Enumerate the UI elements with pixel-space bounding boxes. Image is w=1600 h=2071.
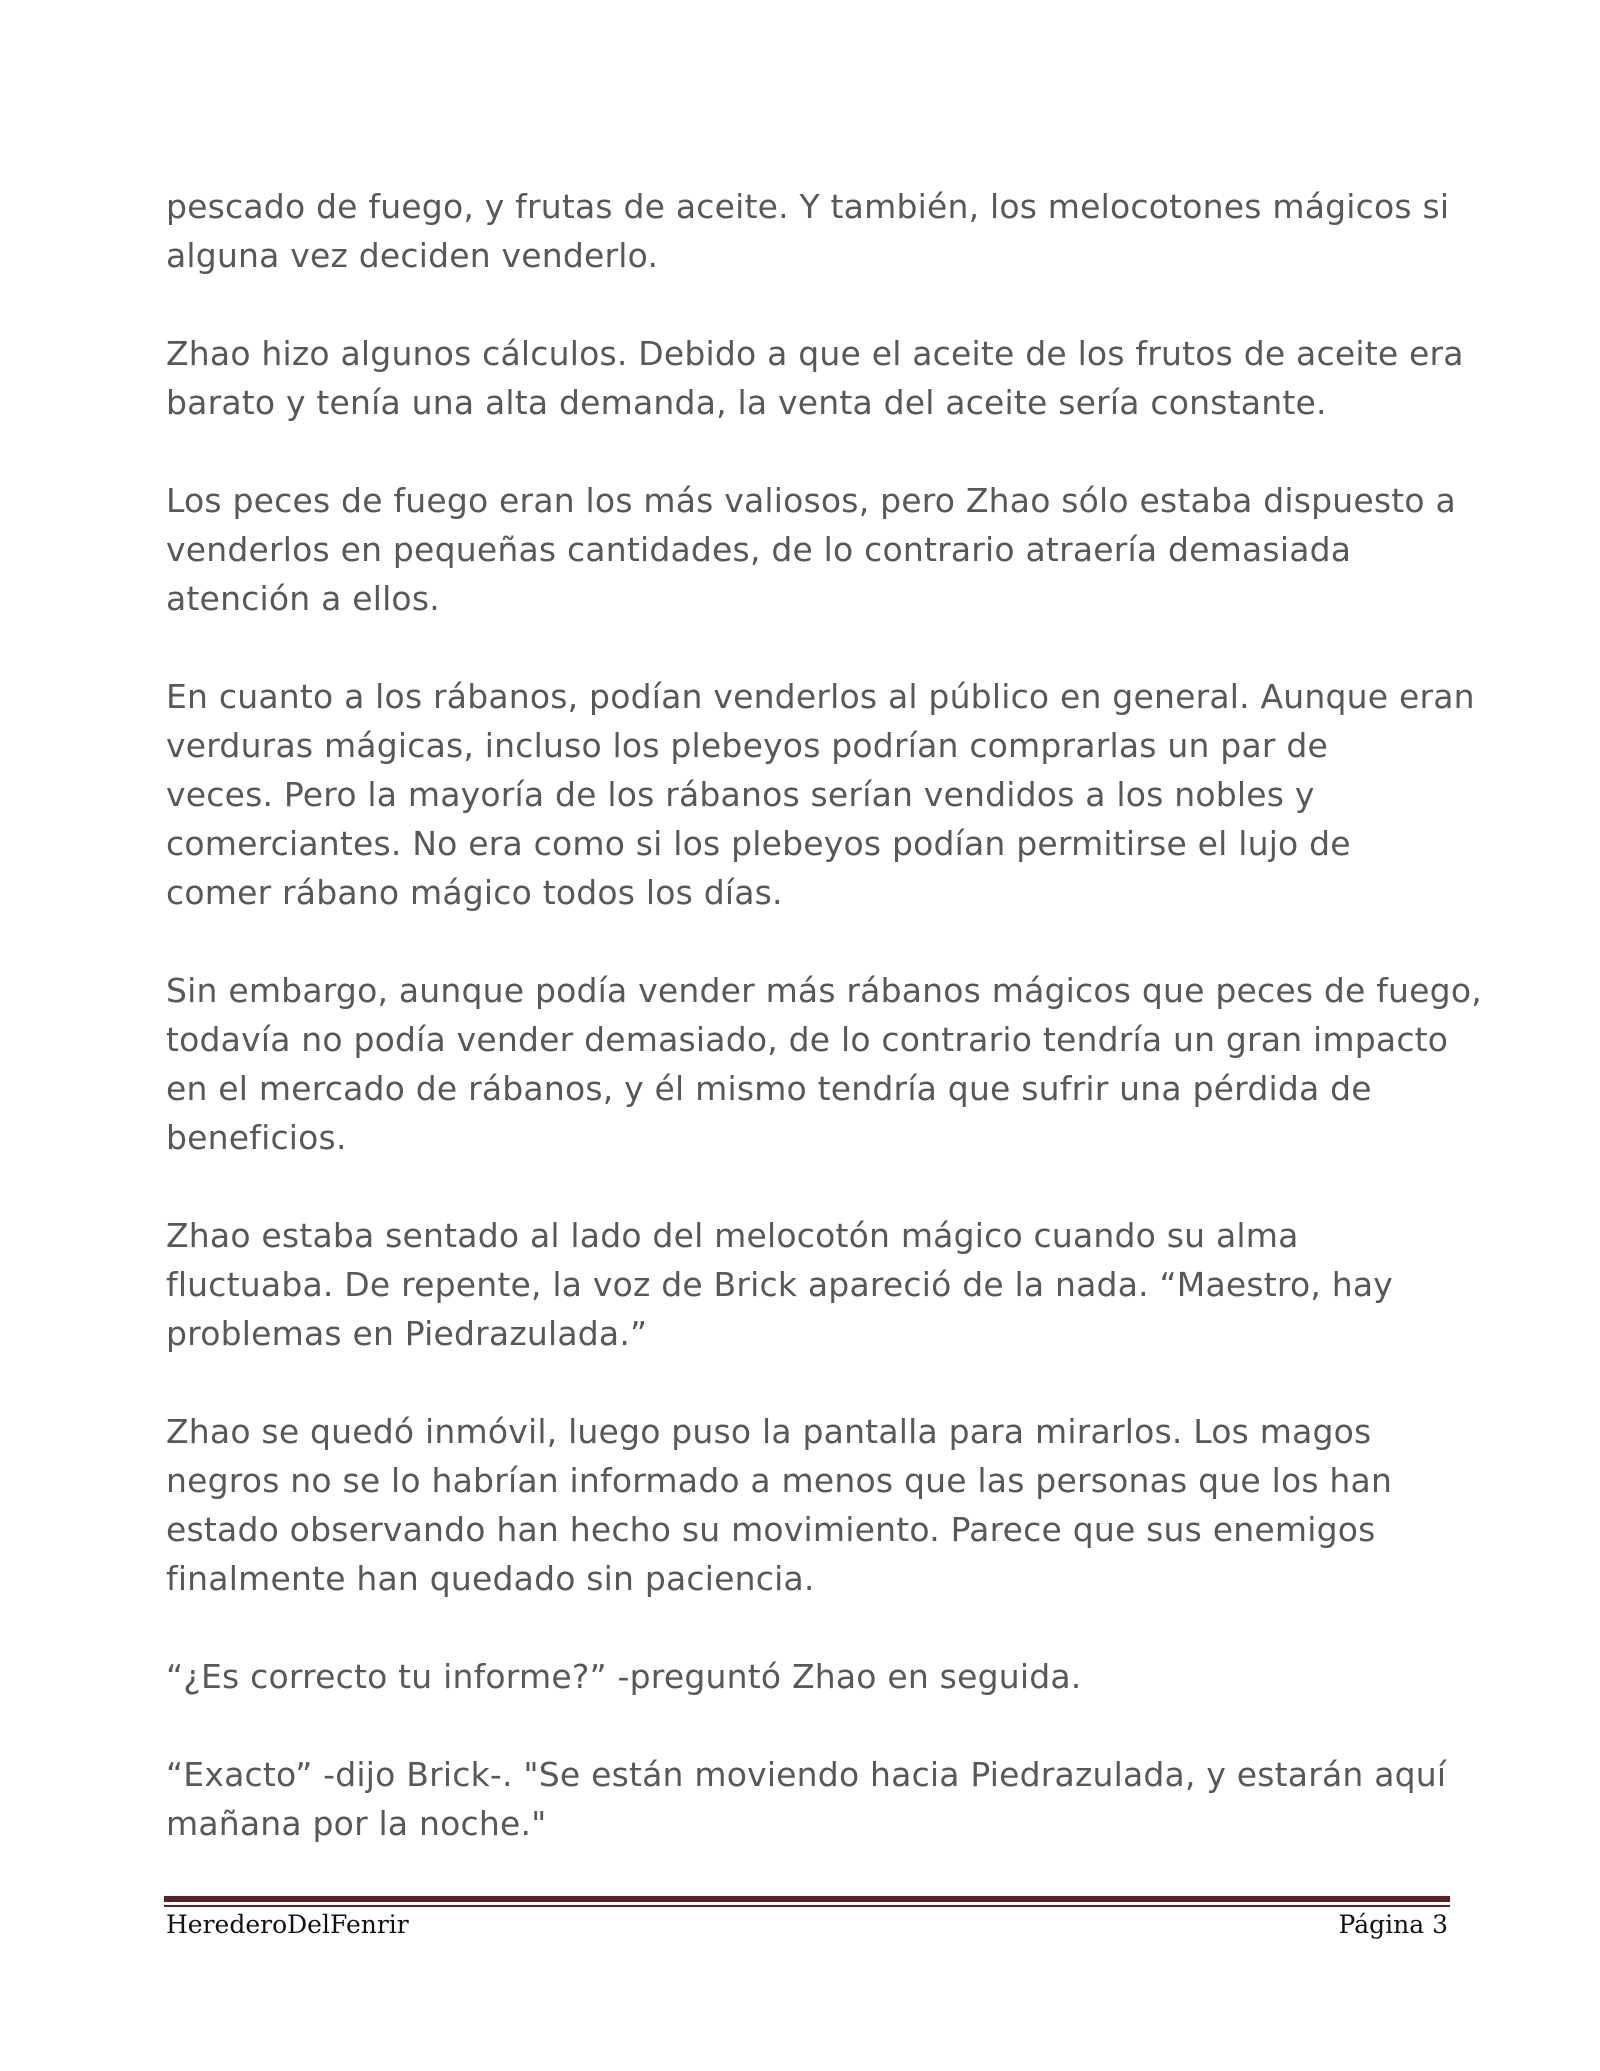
paragraph [166, 1407, 1466, 1603]
text-line: venderlos en pequeñas cantidades, de lo contrario atraería demasiada [166, 530, 1352, 569]
paragraph [166, 1211, 1466, 1358]
text-line: alguna vez deciden venderlo. [166, 236, 659, 275]
text-line: problemas en Piedrazulada.” [166, 1314, 648, 1353]
text-line: veces. Pero la mayoría de los rábanos serían vendidos a los nobles y [166, 775, 1315, 814]
paragraph [166, 1750, 1466, 1848]
text-line: mañana por la noche." [166, 1804, 547, 1843]
text-line: Los peces de fuego eran los más valiosos, pero Zhao sólo estaba dispuesto a [166, 481, 1456, 520]
text-line: todavía no podía vender demasiado, de lo contrario tendría un gran impacto [166, 1020, 1449, 1059]
paragraph [166, 329, 1466, 427]
footer-divider [164, 1896, 1450, 1902]
text-line: comerciantes. No era como si los plebeyos podían permitirse el lujo de [166, 824, 1351, 863]
paragraph [166, 476, 1466, 623]
text-line: negros no se lo habrían informado a menos que las personas que los han [166, 1461, 1393, 1500]
text-line: finalmente han quedado sin paciencia. [166, 1559, 815, 1598]
text-line: Zhao estaba sentado al lado del melocotón mágico cuando su alma [166, 1216, 1299, 1255]
text-line: fluctuaba. De repente, la voz de Brick apareció de la nada. “Maestro, hay [166, 1265, 1394, 1304]
text-line: estado observando han hecho su movimiento. Parece que sus enemigos [166, 1510, 1376, 1549]
text-line: verduras mágicas, incluso los plebeyos podrían comprarlas un par de [166, 726, 1328, 765]
text-line: Zhao hizo algunos cálculos. Debido a que el aceite de los frutos de aceite era [166, 334, 1464, 373]
paragraph [166, 1652, 1466, 1701]
paragraph [166, 672, 1475, 917]
text-line: En cuanto a los rábanos, podían venderlos al público en general. Aunque eran [166, 677, 1475, 716]
text-line: comer rábano mágico todos los días. [166, 873, 783, 912]
page-number: Página 3 [1338, 1910, 1448, 1939]
text-line: en el mercado de rábanos, y él mismo tendría que sufrir una pérdida de [166, 1069, 1372, 1108]
document-body [166, 182, 1482, 1897]
text-line: “¿Es correcto tu informe?” -preguntó Zhao en seguida. [166, 1657, 1082, 1696]
footer-divider-thin [164, 1905, 1450, 1907]
paragraph [166, 966, 1482, 1162]
paragraph [166, 182, 1466, 280]
text-line: barato y tenía una alta demanda, la venta del aceite sería constante. [166, 383, 1327, 422]
text-line: atención a ellos. [166, 579, 440, 618]
footer-author: HerederoDelFenrir [166, 1910, 409, 1939]
page-footer [166, 1910, 1448, 1950]
text-line: Zhao se quedó inmóvil, luego puso la pantalla para mirarlos. Los magos [166, 1412, 1372, 1451]
text-line: pescado de fuego, y frutas de aceite. Y también, los melocotones mágicos si [166, 187, 1450, 226]
text-line: “Exacto” -dijo Brick-. "Se están moviendo hacia Piedrazulada, y estarán aquí [166, 1755, 1447, 1794]
text-line: Sin embargo, aunque podía vender más rábanos mágicos que peces de fuego, [166, 971, 1482, 1010]
text-line: beneficios. [166, 1118, 347, 1157]
